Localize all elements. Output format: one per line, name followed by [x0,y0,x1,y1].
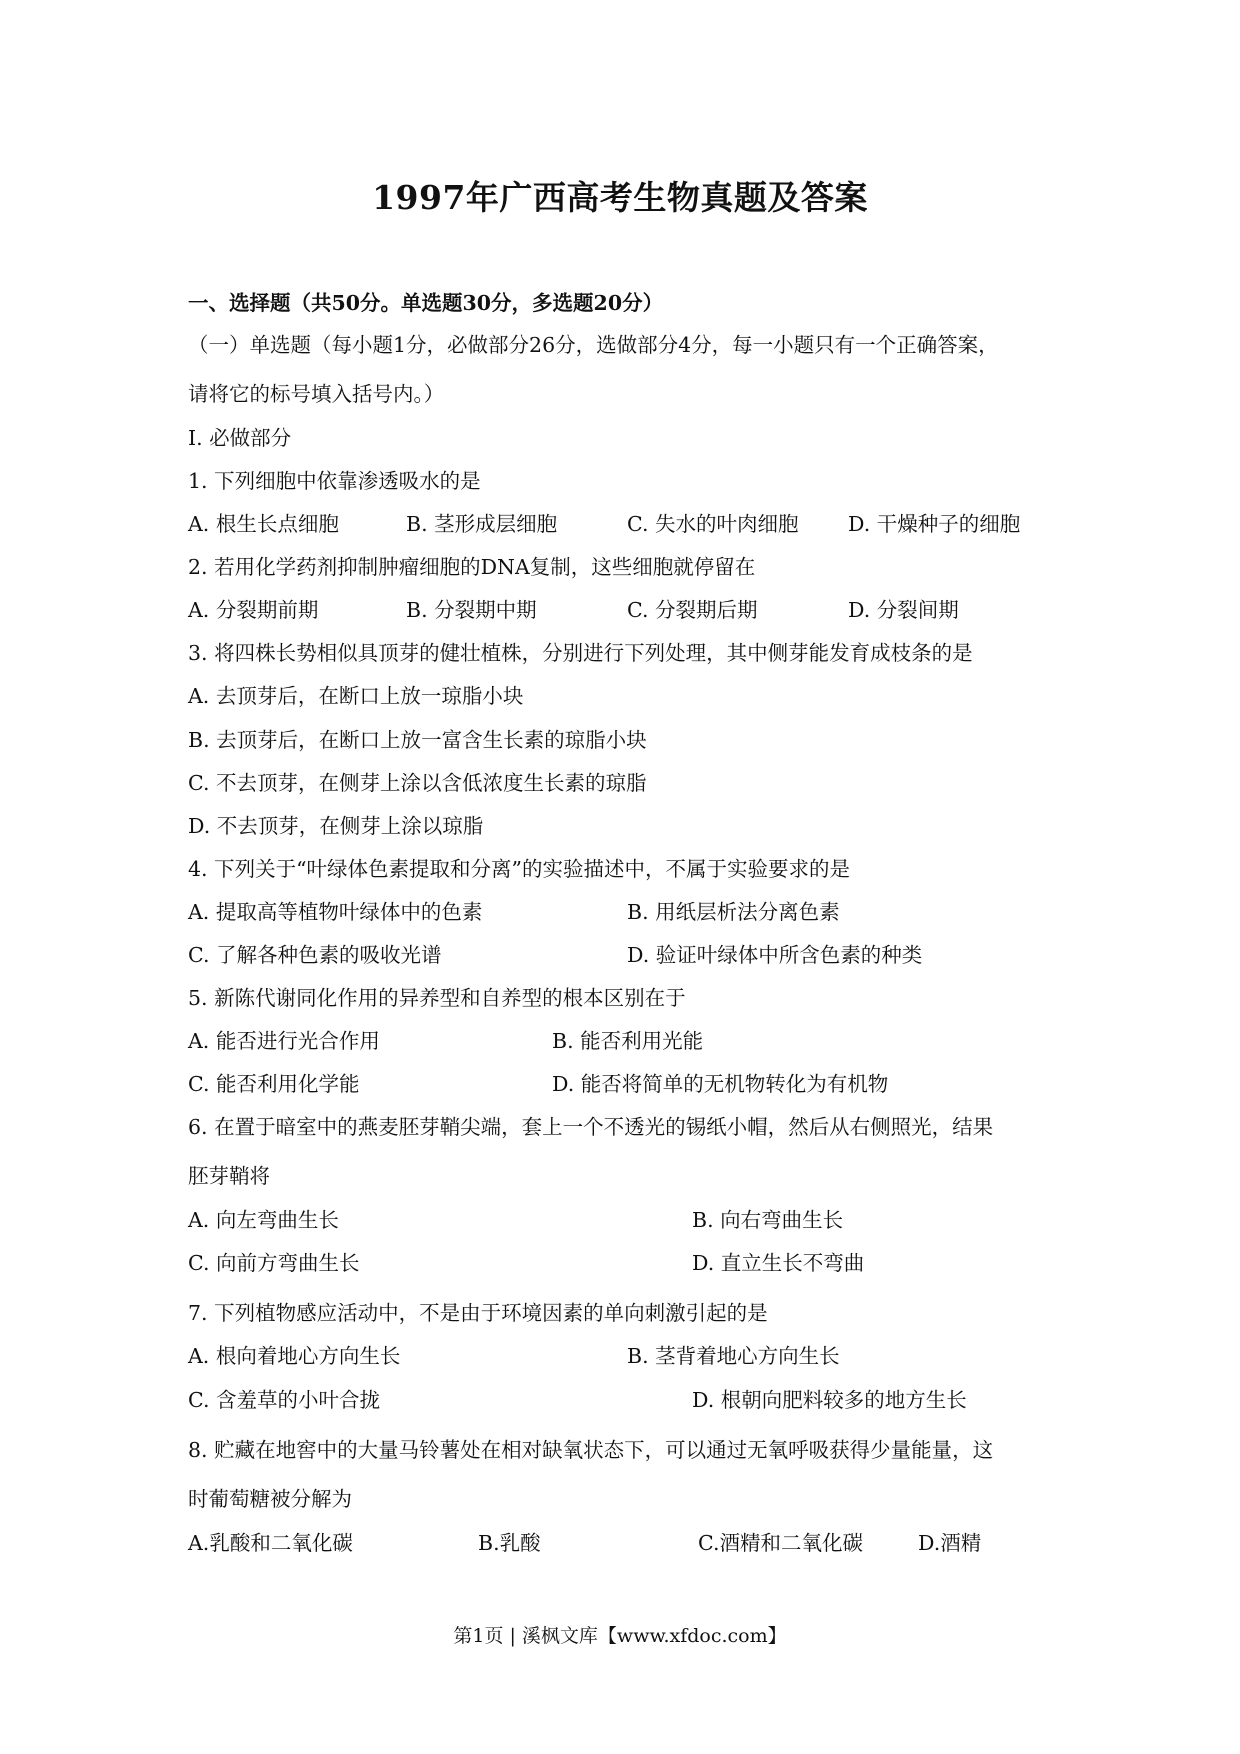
question-stem: 6. 在置于暗室中的燕麦胚芽鞘尖端，套上一个不透光的锡纸小帽，然后从右侧照光，结果 [188,1115,994,1139]
question-option: A. 根向着地心方向生长 [188,1344,401,1368]
question-option: C. 失水的叶肉细胞 [627,512,799,536]
question-option: A. 提取高等植物叶绿体中的色素 [188,900,483,924]
question-option: C. 分裂期后期 [627,598,758,622]
question-option: B. 用纸层析法分离色素 [627,900,840,924]
question-option: C. 含羞草的小叶合拢 [188,1388,380,1412]
question-stem: 5. 新陈代谢同化作用的异养型和自养型的根本区别在于 [188,986,686,1010]
question-option: C. 不去顶芽，在侧芽上涂以含低浓度生长素的琼脂 [188,771,647,795]
question-option: A. 根生长点细胞 [188,512,339,536]
question-option: D. 分裂间期 [848,598,959,622]
section-heading: 一、选择题（共50分。单选题30分，多选题20分） [188,291,664,315]
question-stem: 1. 下列细胞中依靠渗透吸水的是 [188,469,481,493]
page-title: 1997年广西高考生物真题及答案 [372,178,868,217]
question-option: B. 能否利用光能 [552,1029,704,1053]
question-option: D. 能否将简单的无机物转化为有机物 [552,1072,889,1096]
question-stem: 4. 下列关于“叶绿体色素提取和分离”的实验描述中，不属于实验要求的是 [188,857,851,881]
question-option: A. 向左弯曲生长 [188,1208,339,1232]
part-heading: I. 必做部分 [188,426,292,450]
question-stem: 8. 贮藏在地窖中的大量马铃薯处在相对缺氧状态下，可以通过无氧呼吸获得少量能量，这 [188,1438,994,1462]
question-option: B. 去顶芽后，在断口上放一富含生长素的琼脂小块 [188,728,647,752]
question-option: C. 了解各种色素的吸收光谱 [188,943,442,967]
question-option: A. 去顶芽后，在断口上放一琼脂小块 [188,684,524,708]
question-option: D. 验证叶绿体中所含色素的种类 [627,943,923,967]
question-stem: 3. 将四株长势相似具顶芽的健壮植株，分别进行下列处理，其中侧芽能发育成枝条的是 [188,641,973,665]
question-option: C. 能否利用化学能 [188,1072,360,1096]
question-option: C.酒精和二氧化碳 [698,1531,863,1555]
intro-text: （一）单选题（每小题1分，必做部分26分，选做部分4分，每一小题只有一个正确答案， [188,333,999,357]
question-option: B. 分裂期中期 [406,598,537,622]
question-option: C. 向前方弯曲生长 [188,1251,360,1275]
question-option: B. 向右弯曲生长 [692,1208,844,1232]
question-option: B. 茎背着地心方向生长 [627,1344,840,1368]
question-option: D. 干燥种子的细胞 [848,512,1021,536]
question-option: D. 直立生长不弯曲 [692,1251,865,1275]
question-stem: 7. 下列植物感应活动中，不是由于环境因素的单向刺激引起的是 [188,1301,768,1325]
question-option: D. 根朝向肥料较多的地方生长 [692,1388,967,1412]
question-stem: 2. 若用化学药剂抑制肿瘤细胞的DNA复制，这些细胞就停留在 [188,555,756,579]
question-stem: 胚芽鞘将 [188,1164,270,1188]
question-option: D.酒精 [918,1531,982,1555]
question-option: A.乳酸和二氧化碳 [188,1531,353,1555]
page-footer: 第1页 | 溪枫文库【www.xfdoc.com】 [453,1625,787,1647]
question-option: A. 分裂期前期 [188,598,319,622]
question-stem: 时葡萄糖被分解为 [188,1487,352,1511]
question-option: D. 不去顶芽，在侧芽上涂以琼脂 [188,814,484,838]
question-option: A. 能否进行光合作用 [188,1029,380,1053]
question-option: B. 茎形成层细胞 [406,512,558,536]
intro-text: 请将它的标号填入括号内。） [188,382,445,406]
question-option: B.乳酸 [478,1531,541,1555]
